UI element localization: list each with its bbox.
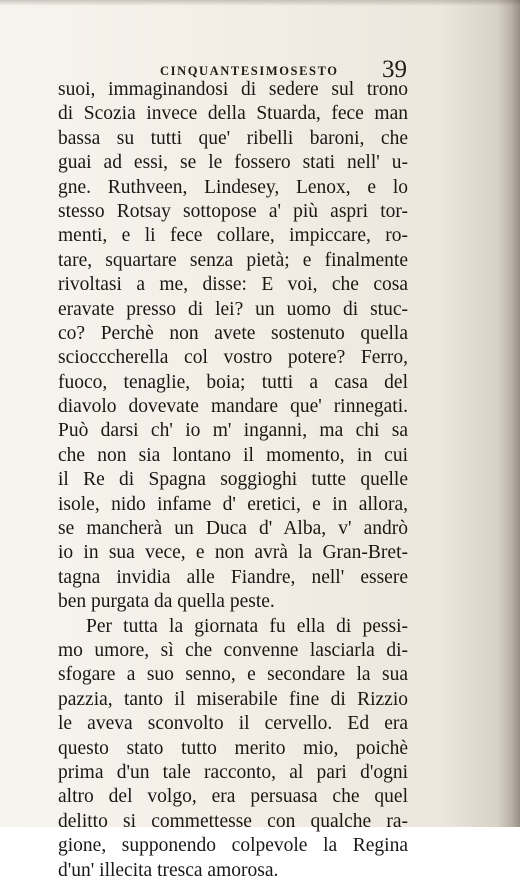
text-line: questo stato tutto merito mio, poichè (58, 737, 408, 759)
text-line: Può darsi ch' io m' inganni, ma chi sa (58, 420, 408, 442)
text-line: suoi, immaginandosi di sedere sul trono (58, 79, 408, 100)
text-line: di Scozia invece della Stuarda, fece man (58, 103, 408, 125)
text-line: che non sia lontano il momento, in cui (58, 444, 408, 466)
text-line: gione, supponendo colpevole la Regina (58, 835, 408, 857)
paragraph-end-line: d'un' illecita tresca amorosa. (58, 859, 279, 881)
text-line: eravate presso di lei? un uomo di stuc- (58, 298, 408, 320)
text-line: bassa su tutti que' ribelli baroni, che (58, 127, 408, 149)
text-line: prima d'un tale racconto, al pari d'ogni (58, 761, 408, 783)
text-line: il Re di Spagna soggioghi tutte quelle (58, 469, 408, 491)
text-line: sfogare a suo senno, e secondare la sua (58, 664, 408, 686)
text-line: mo umore, sì che convenne lasciarla di- (58, 639, 408, 661)
text-line: pazzia, tanto il miserabile fine di Rizzio (58, 688, 408, 710)
text-line: tare, squartare senza pietà; e finalmente (58, 249, 408, 271)
text-line: gne. Ruthveen, Lindesey, Lenox, e lo (58, 176, 408, 198)
text-line: fuoco, tenaglie, boia; tutti a casa del (58, 371, 408, 393)
text-line: delitto si commettesse con qualche ra- (58, 810, 408, 832)
text-line: le aveva sconvolto il cervello. Ed era (58, 713, 408, 735)
text-line: guai ad essi, se le fossero stati nell' u- (58, 152, 408, 174)
text-line: io in sua vece, e non avrà la Gran-Bret- (58, 542, 408, 564)
text-line: altro del volgo, era persuasa che quel (58, 786, 408, 808)
page-number: 39 (382, 56, 407, 83)
page-gutter-shadow (498, 0, 520, 827)
text-line: rivoltasi a me, disse: E voi, che cosa (58, 274, 408, 296)
page-top-shadow (0, 0, 520, 6)
text-line: diavolo dovevate mandare que' rinnegati. (58, 396, 408, 418)
text-line: menti, e li fece collare, impiccare, ro- (58, 225, 408, 247)
text-line: tagna invidia alle Fiandre, nell' essere (58, 566, 408, 588)
text-line: se mancherà un Duca d' Alba, v' andrò (58, 518, 408, 540)
running-head: CINQUANTESIMOSESTO (160, 64, 339, 78)
text-line: sciocccherella col vostro potere? Ferro, (58, 347, 408, 369)
body-text (58, 78, 408, 883)
paragraph-end-line: ben purgata da quella peste. (58, 591, 275, 613)
text-line: isole, nido infame d' eretici, e in allora, (58, 493, 408, 515)
text-line: stesso Rotsay sottopose a' più aspri tor- (58, 200, 408, 222)
text-line: co? Perchè non avete sostenuto quella (58, 322, 408, 344)
paragraph-start-line: Per tutta la giornata fu ella di pessi- (86, 615, 408, 637)
